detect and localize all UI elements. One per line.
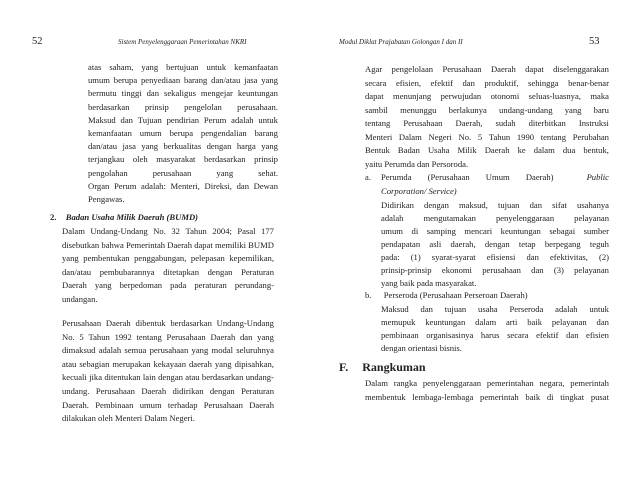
text-line: Daerah. Pembinaan umum terhadap Perusahaan Daerah (62, 399, 274, 410)
text-line: umum berupa penyediaan barang dan/atau jasa yang (88, 75, 278, 86)
text-line: sambil menunggu berlakunya undang-undang yang baru (365, 104, 609, 115)
text-line: dimaksud adalah semua perusahaan yang modal seluruhnya (62, 345, 274, 356)
item-2-title: Badan Usaha Milik Daerah (BUMD) (65, 212, 199, 222)
item-b-label: b. (365, 290, 372, 300)
text-line: undangan. (62, 294, 98, 304)
text-line: atas saham, yang bertujuan untuk kemanfaatan (88, 62, 278, 72)
text-line: membentuk lembaga-lembaga pemerintah baik di tingkat pusat (365, 392, 609, 402)
text-line: Organ Perum adalah: Menteri, Direksi, dan Dewan (88, 180, 278, 191)
text-line: secara efisien, efektif dan produktif, sehingga benar-benar (365, 77, 609, 88)
text-line: pendapatan asli daerah, dengan tetap berpegang teguh (381, 239, 609, 249)
text-line: disebutkan bahwa Pemerintah Daerah dapat memiliki BUMD (62, 239, 274, 250)
text-line: dan/atau jasa yang berkualitas dengan harga yang (88, 141, 278, 152)
text-line: Didirikan dengan maksud, tujuan dan sifat usahanya (381, 200, 609, 210)
text-line: dengan orientasi bisnis. (381, 343, 462, 353)
section-f-heading (339, 360, 426, 374)
text-line: dapat menunjang perwujudan otonomi seluas-luasnya, maka (365, 91, 609, 101)
text-line: yang pembentukan penggabungan, pelepasan kepemilikan, (62, 253, 274, 264)
page-number-right: 53 (589, 36, 600, 47)
text-line: Pengawas. (88, 194, 125, 204)
text-line: adalah mengutamakan penyelenggaraan pelayanan (381, 213, 609, 223)
text-line: dilakukan oleh Menteri Dalam Negeri. (62, 413, 195, 424)
text-line: kecuali jika ditentukan lain dengan atau berdasarkan undang- (62, 372, 274, 383)
item-b-title: Perseroda (Perusahaan Perseroan Daerah) (383, 290, 528, 300)
text-line: Dalam Undang-Undang No. 32 Tahun 2004; Pasal 177 (62, 226, 274, 236)
item-a-title: Perumda (Perusahaan Umum Daerah) (380, 172, 554, 182)
text-line: pengolahan perusahaan yang sehat. (88, 167, 278, 178)
page-number-left: 52 (32, 36, 43, 47)
text-line: Bentuk Badan Usaha Milik Daerah ke dalam dua bentuk, (365, 145, 609, 155)
running-title-left: Sistem Penyelenggaraan Pemerintahan NKRI (118, 38, 247, 46)
text-line: Maksud dan tujuan usaha Perseroda adalah untuk (381, 304, 609, 314)
item-b-heading (365, 290, 528, 301)
text-line: pembinaan organisasinya harus secara efektif dan efisien (381, 330, 609, 340)
item-a-label: a. (365, 172, 371, 182)
text-line: Agar pengelolaan Perusahaan Daerah dapat diselenggarakan (365, 64, 609, 74)
item-a-title-italic: Public (586, 172, 609, 182)
text-line: Menteri Dalam Negeri No. 5 Tahun 1990 tentang Perubahan (365, 131, 609, 142)
text-line: undang. Perusahaan Daerah didirikan dengan Peraturan (62, 386, 274, 396)
item-a-heading (365, 172, 609, 183)
text-line: No. 5 Tahun 1992 tentang Perusahaan Daerah dan yang (62, 331, 274, 342)
text-line: umum di samping mencari keuntungan sebagai sumber (381, 226, 609, 236)
text-line: yaitu Perumda dan Persoroda. (365, 158, 469, 169)
item-2-heading (50, 212, 280, 223)
running-title-right: Modul Diklat Prajabatan Golongan I dan II (339, 38, 463, 46)
text-line: atau sebagian merupakan kekayaan daerah yang dipisahkan, (62, 358, 274, 369)
text-line: yang baik pada masyarakat. (381, 278, 477, 288)
item-a-title-cont: Corporation/ Service) (381, 186, 457, 196)
text-line: tentang Perusahaan Daerah, sudah diterbitkan Instruksi (365, 118, 609, 128)
section-f-letter: F. (339, 360, 349, 374)
text-line: Daerah yang berpedoman pada peraturan perundang- (62, 280, 274, 291)
text-line: memupuk keuntungan dalam arti baik pelayanan dan (381, 317, 609, 327)
text-line: terjangkau oleh masyarakat berdasarkan prinsip (88, 154, 278, 165)
text-line: dan/atau pembubarannya ditetapkan dengan Peraturan (62, 266, 274, 277)
right-page (319, 0, 638, 493)
text-line: prinsip-prinsip ekonomi perusahaan dan (3) pelayanan (381, 265, 609, 275)
item-2-number: 2. (50, 212, 57, 222)
text-line: Dalam rangka penyelenggaraan pemerintahan negara, pemerintah (365, 378, 609, 388)
text-line: berdasarkan prinsip pengelolan perusahaan. (88, 101, 278, 112)
section-f-title: Rangkuman (362, 360, 426, 374)
text-line: kemanfaatan umum berupa pengendalian barang (88, 128, 278, 138)
text-line: bermutu tinggi dan sekaligus mengejar keuntungan (88, 88, 278, 99)
text-line: Perusahaan Daerah dibentuk berdasarkan Undang-Undang (62, 318, 274, 328)
text-line: pada: (1) syarat-syarat efisiensi dan efektivitas, (2) (381, 252, 609, 262)
text-line: Maksud dan Tujuan pendirian Perum adalah untuk (88, 114, 278, 125)
